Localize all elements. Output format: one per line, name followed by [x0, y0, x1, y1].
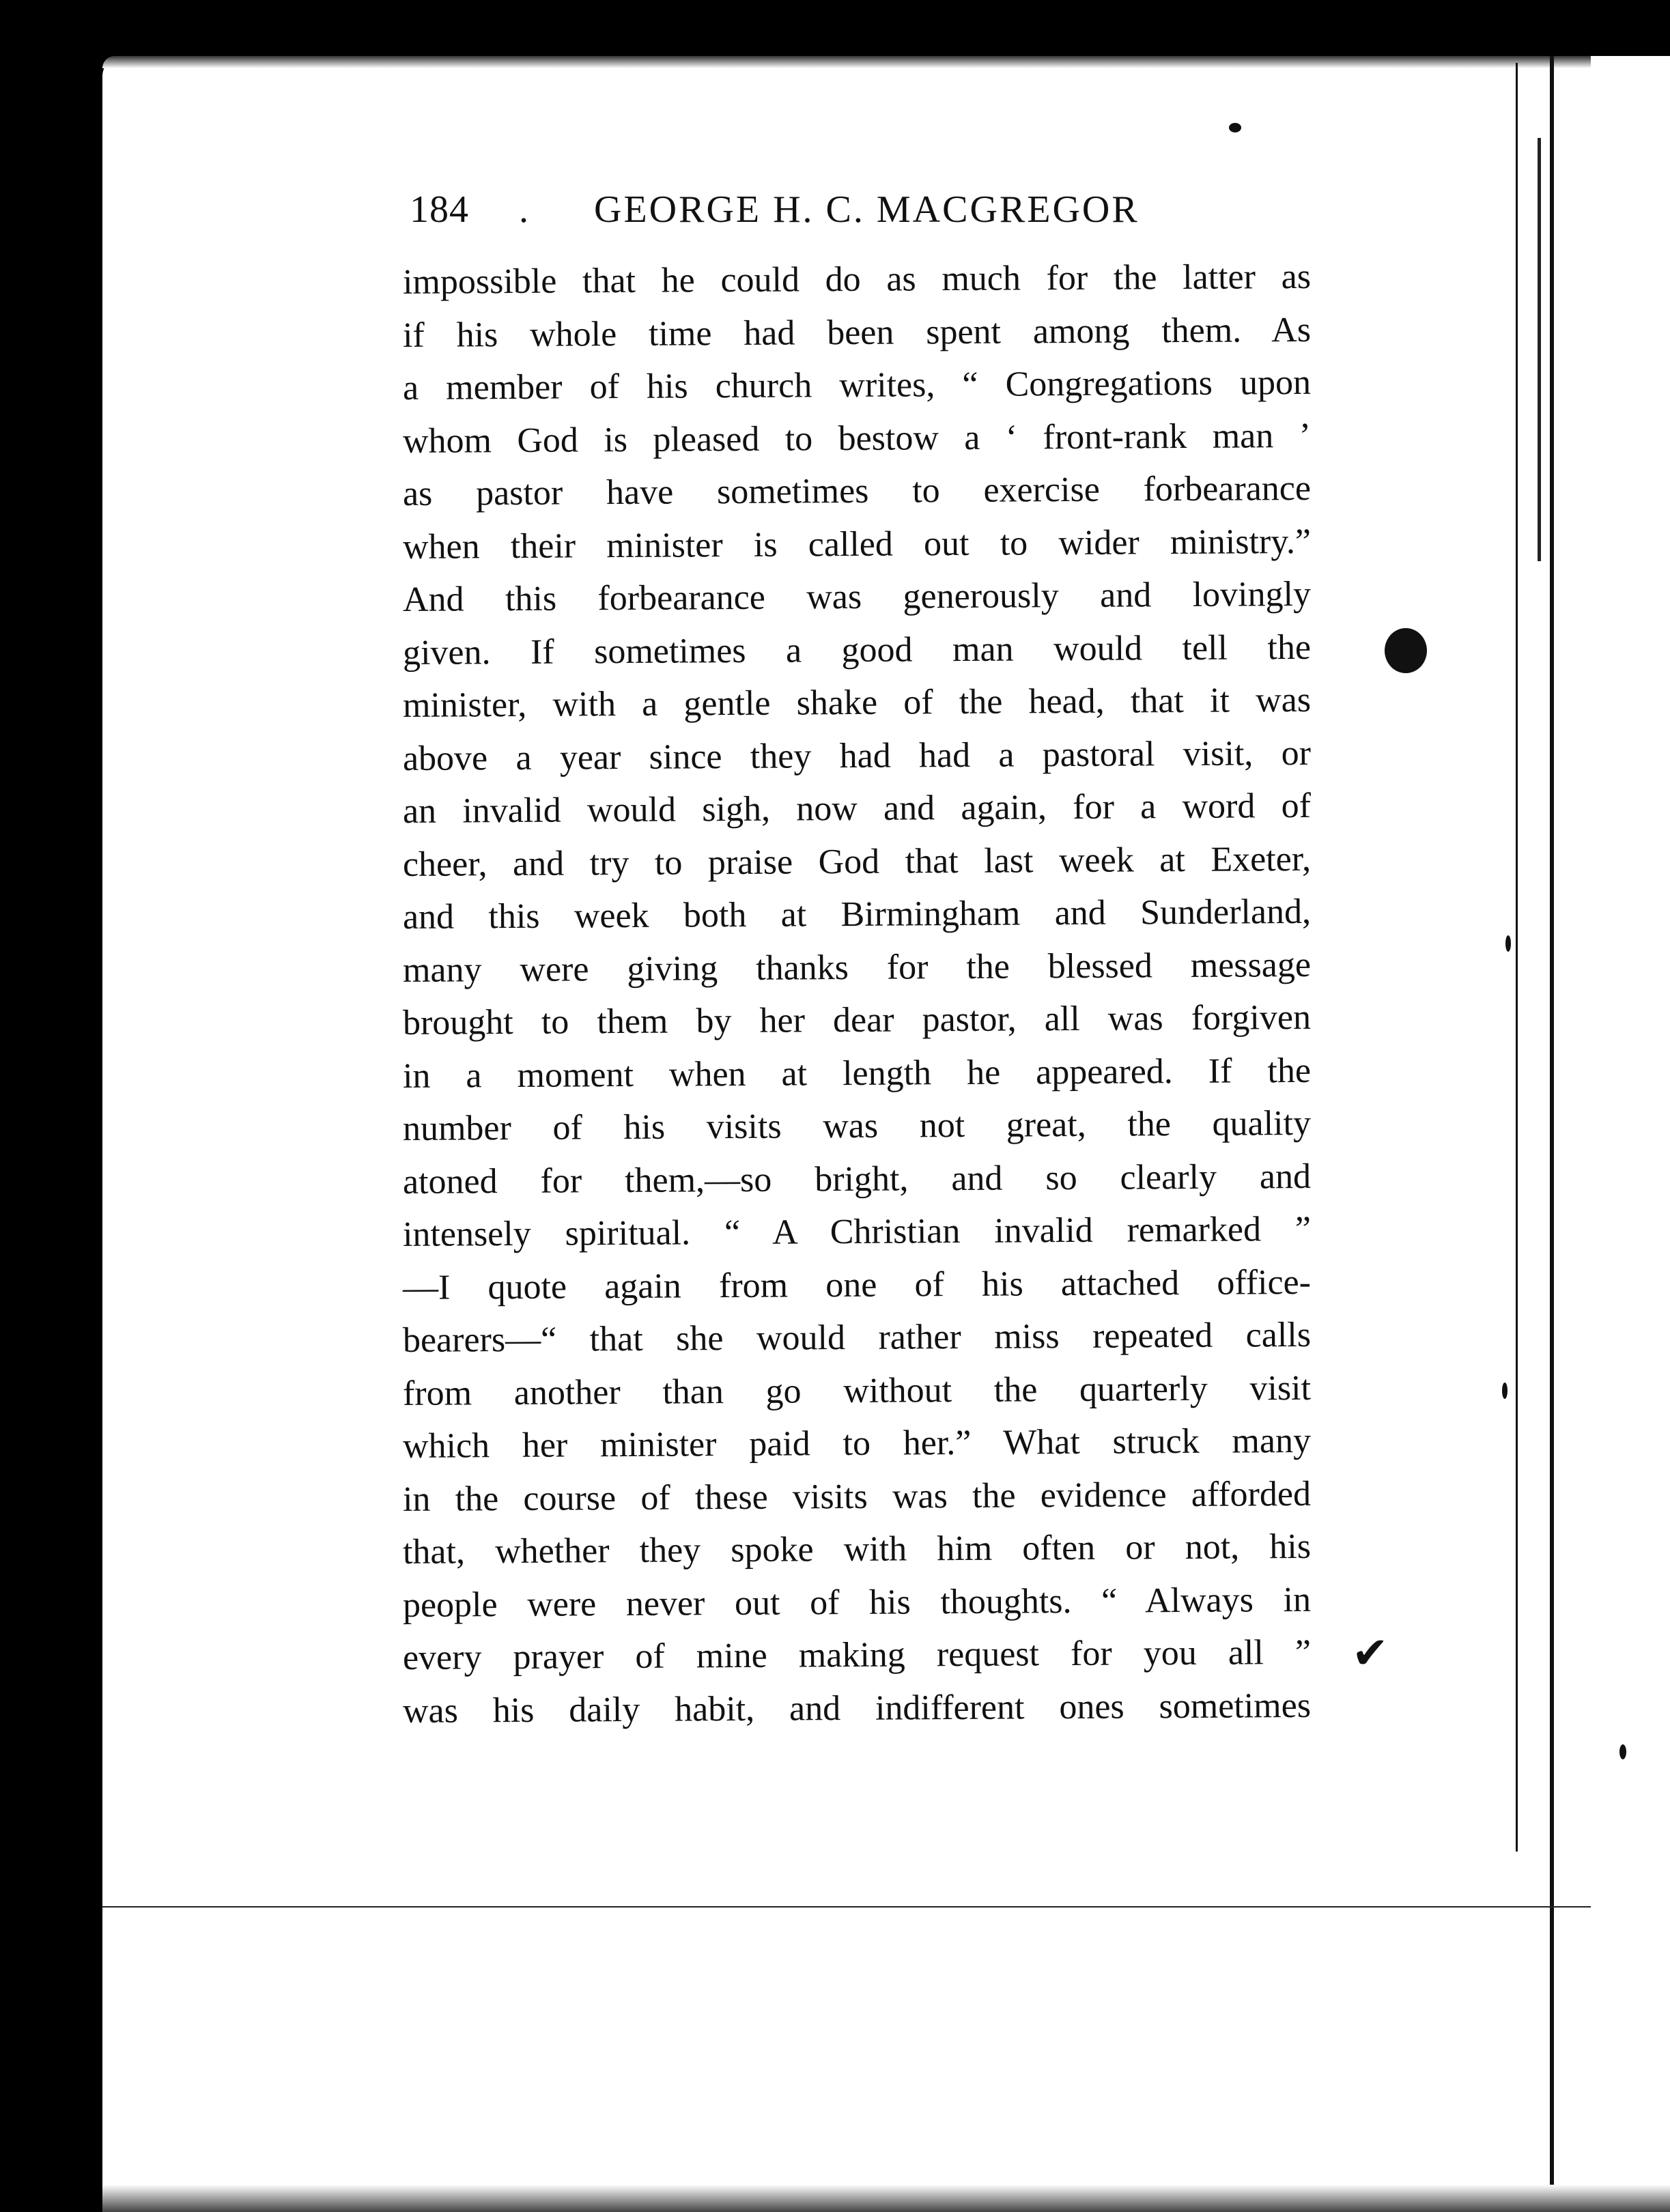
- running-title: GEORGE H. C. MACGREGOR: [594, 188, 1140, 231]
- text-line: from another than go without the quarterly visit: [402, 1368, 1312, 1413]
- text-line: as pastor have sometimes to exercise forbearance: [402, 468, 1312, 513]
- ink-speck: [1505, 935, 1511, 952]
- text-line: And this forbearance was generously and lovingly: [402, 574, 1312, 619]
- gutter-mark: [1538, 138, 1541, 561]
- binding-edge: [1550, 56, 1554, 2212]
- text-line: when their minister is called out to wider ministry.”: [402, 522, 1312, 567]
- header-separator: .: [519, 188, 529, 231]
- text-line: minister, with a gentle shake of the head, that it was: [402, 680, 1312, 725]
- text-line: above a year since they had had a pastoral visit, or: [402, 733, 1312, 778]
- text-line: an invalid would sigh, now and again, for a word of: [402, 786, 1312, 831]
- text-line: —I quote again from one of his attached office-: [402, 1262, 1312, 1307]
- text-line: was his daily habit, and indifferent ones sometimes: [402, 1686, 1312, 1731]
- check-mark-icon: ✔: [1352, 1628, 1389, 1679]
- facing-page-margin: [1591, 56, 1670, 2212]
- ink-speck: [1502, 1382, 1508, 1399]
- text-line: cheer, and try to praise God that last week at Exeter,: [402, 839, 1312, 884]
- text-line: in the course of these visits was the evidence afforded: [402, 1474, 1312, 1519]
- text-line: number of his visits was not great, the quality: [402, 1103, 1312, 1148]
- text-line: in a moment when at length he appeared. If the: [402, 1051, 1312, 1096]
- text-line: and this week both at Birmingham and Sunderland,: [402, 892, 1312, 937]
- text-line: a member of his church writes, “ Congregations upon: [402, 363, 1312, 408]
- page-top-edge: [102, 56, 1670, 68]
- text-line: which her minister paid to her.” What struck many: [402, 1421, 1312, 1466]
- text-line: if his whole time had been spent among them. As: [402, 310, 1312, 355]
- body-text: [403, 256, 1311, 1738]
- text-line: brought to them by her dear pastor, all was forgiven: [402, 997, 1312, 1043]
- page-bottom-edge: [102, 2185, 1670, 2212]
- gutter-line: [1516, 63, 1518, 1852]
- text-line: whom God is pleased to bestow a ‘ front-rank man ’: [402, 416, 1312, 461]
- scan-fold-line: [102, 1906, 1591, 1908]
- ink-speck: [1229, 123, 1241, 132]
- text-line: many were giving thanks for the blessed message: [402, 945, 1312, 990]
- ink-speck: [1619, 1744, 1626, 1759]
- text-line: bearers—“ that she would rather miss repeated calls: [402, 1315, 1312, 1360]
- text-line: intensely spiritual. “ A Christian invalid remarked ”: [402, 1209, 1312, 1254]
- ink-blot: [1385, 628, 1427, 673]
- text-line: that, whether they spoke with him often or not, his: [402, 1527, 1312, 1572]
- text-line: impossible that he could do as much for the latter as: [402, 257, 1312, 302]
- text-line: given. If sometimes a good man would tell the: [402, 627, 1312, 672]
- text-line: every prayer of mine making request for you all ”: [402, 1632, 1312, 1677]
- text-line: atoned for them,—so bright, and so clearly and: [402, 1157, 1312, 1202]
- text-line: people were never out of his thoughts. “ Always in: [402, 1580, 1312, 1625]
- page-number: 184: [410, 188, 469, 231]
